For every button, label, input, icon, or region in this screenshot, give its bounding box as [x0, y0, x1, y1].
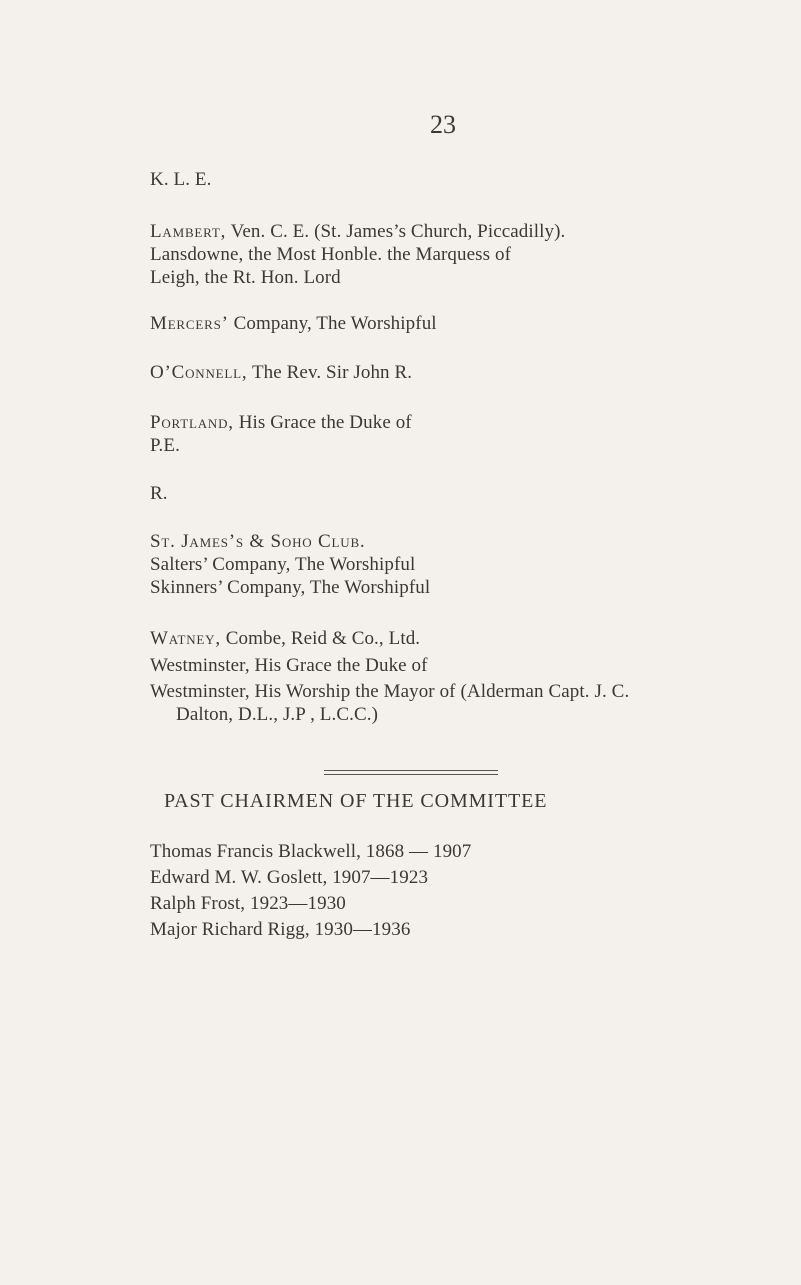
entry-portland-detail: His Grace the Duke of	[233, 412, 412, 433]
entry-oconnell	[150, 361, 412, 385]
entry-oconnell-name: O’Connell,	[150, 362, 248, 383]
entry-portland	[150, 411, 412, 435]
chairman-entry: Major Richard Rigg, 1930—1936	[150, 919, 411, 940]
chairman-entry: Ralph Frost, 1923—1930	[150, 893, 346, 914]
entry-oconnell-detail: The Rev. Sir John R.	[247, 362, 413, 383]
entry-leigh: Leigh, the Rt. Hon. Lord	[150, 267, 341, 288]
chairman-entry: Thomas Francis Blackwell, 1868 — 1907	[150, 841, 472, 862]
entry-lambert-name: Lambert,	[150, 221, 227, 242]
double-rule-divider	[324, 770, 498, 775]
entry-watney-name: Watney,	[150, 628, 221, 649]
chairman-entry: Edward M. W. Goslett, 1907—1923	[150, 867, 429, 888]
entry-skinners: Skinners’ Company, The Worshipful	[150, 577, 431, 598]
section-header-kle: K. L. E.	[150, 169, 212, 190]
entry-watney	[150, 627, 420, 651]
entry-lambert-detail: Ven. C. E. (St. James’s Church, Piccadilly).	[226, 221, 566, 242]
entry-westminster-mayor-continuation: Dalton, D.L., J.P , L.C.C.)	[176, 704, 379, 725]
entry-lansdowne: Lansdowne, the Most Honble. the Marquess of	[150, 244, 512, 265]
entry-portland-name: Portland,	[150, 412, 234, 433]
entry-mercers-detail: Company, The Worshipful	[228, 313, 437, 334]
entry-st-james-soho-club: St. James’s & Soho Club.	[150, 531, 366, 552]
page-number: 23	[430, 110, 456, 139]
entry-watney-detail: Combe, Reid & Co., Ltd.	[220, 628, 421, 649]
past-chairmen-heading: PAST CHAIRMEN OF THE COMMITTEE	[164, 790, 548, 812]
entry-lambert	[150, 220, 565, 244]
section-header-r: R.	[150, 483, 168, 504]
entry-salters: Salters’ Company, The Worshipful	[150, 554, 416, 575]
entry-mercers	[150, 312, 437, 336]
entry-westminster-duke: Westminster, His Grace the Duke of	[150, 655, 428, 676]
section-header-pe: P.E.	[150, 435, 180, 456]
entry-westminster-mayor: Westminster, His Worship the Mayor of (Alderman Capt. J. C.	[150, 681, 630, 702]
entry-mercers-name: Mercers’	[150, 313, 229, 334]
